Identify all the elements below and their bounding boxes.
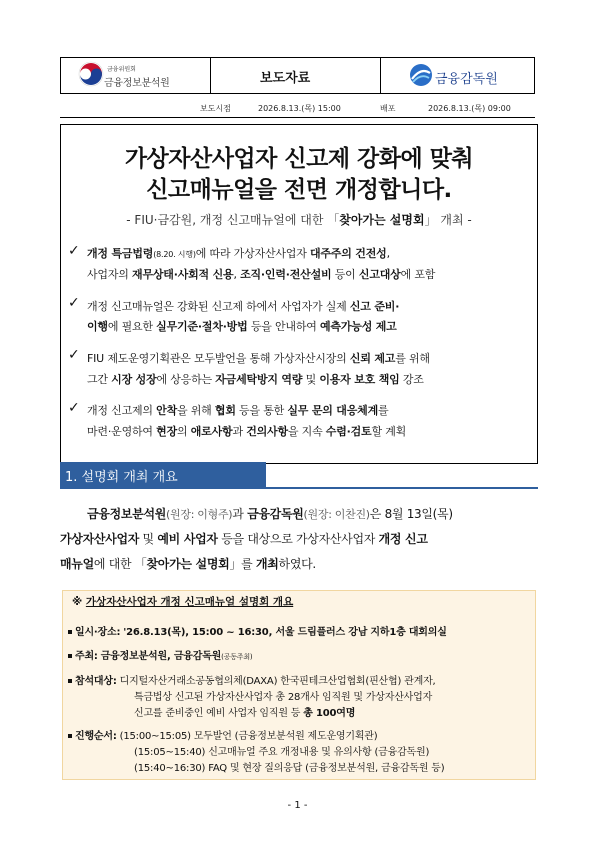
page-number: - 1 - [287,800,308,811]
taegeuk-emblem-icon [78,61,104,87]
event-attendees-line2: 특금법상 신고된 가상자산사업자 총 28개사 임직원 및 가상자산사업자 [134,692,433,703]
event-agenda: 진행순서: (15:00~15:05) 모두발언 (금융정보분석원 제도운영기획관) [68,727,377,742]
bullet-2-line2: 이행에 필요한 실무기준·절차·방법 등을 안내하여 예측가능성 제고 [87,320,397,333]
section-underline [60,487,538,489]
event-host: 주최: 금융정보분석원, 금융감독원(공동주최) [68,647,252,662]
fss-logo-icon [408,62,434,88]
event-agenda-item: (15:40~16:30) FAQ 및 현장 질의응답 (금융정보분석원, 금융감독원 등) [134,763,445,774]
square-bullet-icon [68,679,72,683]
header-divider [380,57,381,94]
check-icon: ✓ [68,400,80,416]
event-agenda-item: (15:05~15:40) 신고매뉴얼 주요 개정내용 및 유의사항 (금융감독원) [134,747,430,758]
section-1-paragraph-line1: 금융정보분석원(원장: 이형주)과 금융감독원(원장: 이찬진)은 8월 13일(목) [87,507,453,521]
header-divider [210,57,211,94]
distribute-label: 배포 [380,104,396,113]
release-time-label: 보도시점 [200,104,231,113]
bullet-3-line2: 그간 시장 성장에 상응하는 자금세탁방지 역량 및 이용자 보호 책임 강조 [87,373,424,386]
event-date-location: 일시·장소: '26.8.13(목), 15:00 ~ 16:30, 서울 드림플러스 강남 지하1층 대회의실 [68,623,447,638]
bullet-1-line2: 사업자의 재무상태·사회적 신용, 조직·인력·전산설비 등이 신고대상에 포함 [87,268,436,281]
bullet-1-line1: 개정 특금법령(8.20. 시행)에 따라 가상자산사업자 대주주의 건전성, [87,247,390,260]
headline-title-line1: 가상자산사업자 신고제 강화에 맞춰 [124,146,474,172]
fss-org-name: 금융감독원 [435,72,498,87]
fsc-org-name: 금융위원회 [107,66,136,73]
press-release-label: 보도자료 [260,71,311,86]
event-attendees-line3: 신고를 준비중인 예비 사업자 임직원 등 총 100여명 [134,708,356,719]
event-attendees: 참석대상: 디지털자산거래소공동협의체(DAXA) 한국핀테크산업협회(핀산협) 관계자, [68,672,436,687]
distribute-value: 2026.8.13.(목) 09:00 [428,104,511,113]
section-1-title: 1. 설명회 개최 개요 [65,470,178,485]
release-time-value: 2026.8.13.(목) 15:00 [258,104,341,113]
square-bullet-icon [68,630,72,634]
event-overview-title: ※ 가상자산사업자 개정 신고매뉴얼 설명회 개요 [72,596,294,608]
bullet-3-line1: FIU 제도운영기획관은 모두발언을 통해 가상자산시장의 신뢰 제고를 위해 [87,352,430,365]
bullet-4-line1: 개정 신고제의 안착을 위해 협회 등을 통한 실무 문의 대응체계를 [87,404,389,417]
headline-title-line2: 신고매뉴얼을 전면 개정합니다. [146,177,452,203]
section-1-paragraph-line2: 가상자산사업자 및 예비 사업자 등을 대상으로 가상자산사업자 개정 신고 [60,532,428,546]
bullet-4-line2: 마련·운영하여 현장의 애로사항과 건의사항을 지속 수렴·검토할 계획 [87,425,407,438]
square-bullet-icon [68,734,72,738]
bullet-2-line1: 개정 신고매뉴얼은 강화된 신고제 하에서 사업자가 실제 신고 준비· [87,300,400,313]
check-icon: ✓ [68,347,80,363]
square-bullet-icon [68,654,72,658]
headline-subtitle: - FIU·금감원, 개정 신고매뉴얼에 대한 「찾아가는 설명회」 개최 - [126,213,472,227]
fiu-org-name: 금융정보분석원 [104,78,170,89]
check-icon: ✓ [68,243,80,259]
meta-divider [60,117,535,118]
check-icon: ✓ [68,295,80,311]
section-1-paragraph-line3: 매뉴얼에 대한 「찾아가는 설명회」를 개최하였다. [60,557,316,571]
